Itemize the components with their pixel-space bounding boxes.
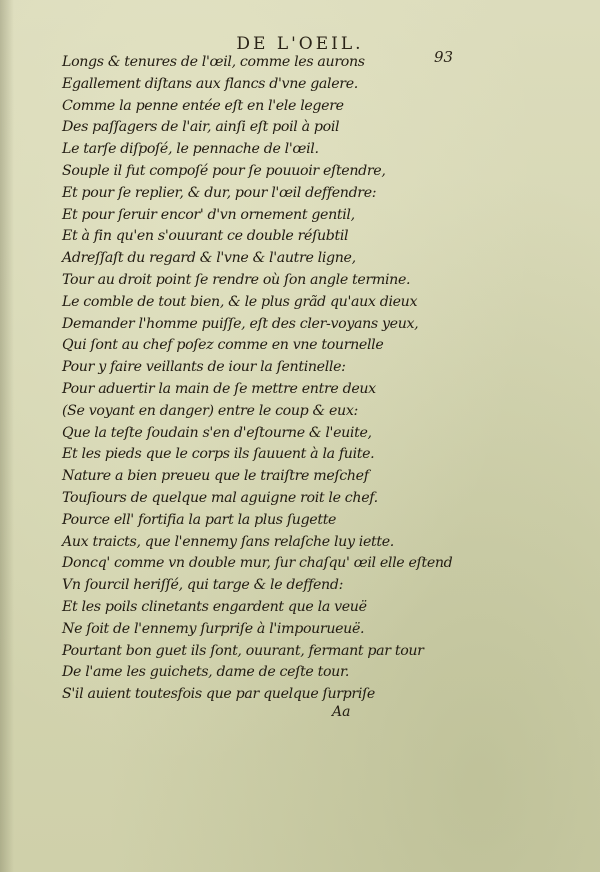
verse-line: Nature a bien preueu que le traiſtre meſchef [62, 468, 369, 485]
verse-line: Et les pieds que le corps ils ſauuent à la fuite. [62, 446, 375, 463]
verse-line: Egallement diſtans aux flancs d'vne galere. [62, 75, 358, 92]
verse-line: Pourtant bon guet ils ſont, ouurant, fermant par tour [62, 642, 424, 659]
verse-line: Que la teſte ſoudain s'en d'eſtourne & l'euite, [62, 424, 372, 441]
verse-line: Et à fin qu'en s'ouurant ce double réſubtil [62, 228, 349, 245]
verse-line: Longs & tenures de l'œil, comme les aurons [62, 54, 365, 70]
verse-line: Des paſſagers de l'air, ainſi eſt poil à poil [62, 119, 340, 136]
verse-line: Pour y faire veillants de iour la ſentinelle: [62, 359, 346, 376]
verse-line: Le comble de tout bien, & le plus grãd qu'aux dieux [62, 293, 418, 310]
verse-line: Et pour ſeruir encor' d'vn ornement gentil, [62, 206, 355, 223]
verse-line: S'il auient toutesfois que par quelque ſurpriſe [62, 686, 375, 703]
verse-line: Touſiours de quelque mal aguigne roit le chef. [62, 489, 378, 506]
verse-line: Pour aduertir la main de ſe mettre entre deux [62, 380, 376, 397]
verse-line: Pource ell' fortifia la part la plus ſugette [62, 511, 337, 528]
catchword: Aa [332, 704, 351, 720]
verse-line: Souple il fut compoſé pour ſe pouuoir eſtendre, [62, 162, 386, 179]
verse-line: Adreſſaſt du regard & l'vne & l'autre ligne, [62, 250, 356, 267]
verse-line: Vn ſourcil heriſſé, qui targe & le deffend: [62, 577, 344, 594]
verse-line: De l'ame les guichets, dame de ceſte tour. [62, 664, 349, 681]
verse-line: Et les poils clinetants engardent que la veuë [62, 598, 367, 615]
verse-line: Doncq' comme vn double mur, ſur chaſqu' œil elle eſtend [62, 555, 453, 572]
verse-line: (Se voyant en danger) entre le coup & eux: [62, 402, 358, 419]
verse-line: Et pour ſe replier, & dur, pour l'œil deffendre: [62, 184, 377, 201]
verse-line: Le tarſe diſpoſé, le pennache de l'œil. [62, 141, 319, 158]
verse-line: Aux traicts, que l'ennemy ſans relaſche luy iette. [62, 533, 394, 550]
verse-line: Comme la penne entée eſt en l'ele legere [62, 97, 344, 114]
verse-line: Demander l'homme puiſſe, eſt des cler-voyans yeux, [62, 315, 419, 332]
verse-line: Ne ſoit de l'ennemy ſurpriſe à l'impourueuë. [62, 620, 365, 637]
verse-line: Tour au droit point ſe rendre où ſon angle termine. [62, 271, 411, 288]
page-gutter-shadow [0, 0, 14, 872]
running-head: DE L'OEIL. [236, 34, 364, 54]
verse-line: Qui ſont au chef poſez comme en vne tournelle [62, 337, 384, 354]
folio-number: 93 [434, 48, 454, 66]
